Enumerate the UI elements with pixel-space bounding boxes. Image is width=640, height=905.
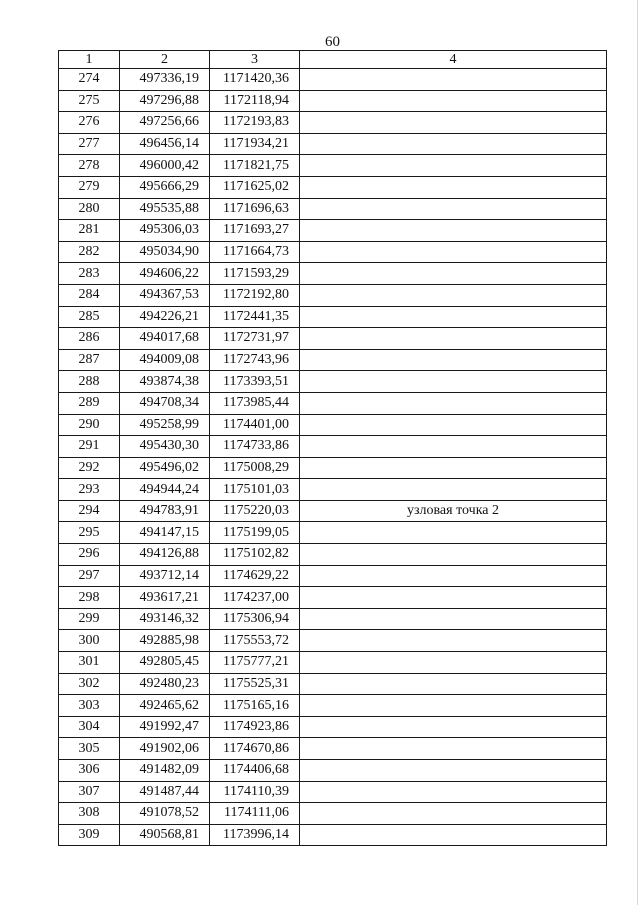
cell-point-number: 302 — [59, 673, 120, 695]
cell-y-coordinate: 1173393,51 — [210, 371, 300, 393]
cell-note — [300, 457, 607, 479]
cell-y-coordinate: 1171821,75 — [210, 155, 300, 177]
cell-y-coordinate: 1171934,21 — [210, 133, 300, 155]
cell-y-coordinate: 1172441,35 — [210, 306, 300, 328]
cell-y-coordinate: 1173985,44 — [210, 392, 300, 414]
cell-point-number: 293 — [59, 479, 120, 501]
cell-x-coordinate: 494126,88 — [120, 544, 210, 566]
cell-x-coordinate: 494367,53 — [120, 284, 210, 306]
cell-note — [300, 760, 607, 782]
cell-x-coordinate: 493146,32 — [120, 608, 210, 630]
cell-x-coordinate: 494944,24 — [120, 479, 210, 501]
cell-y-coordinate: 1174670,86 — [210, 738, 300, 760]
table-row — [59, 133, 607, 155]
cell-y-coordinate: 1174733,86 — [210, 436, 300, 458]
coordinates-table — [58, 50, 607, 846]
table-row — [59, 587, 607, 609]
cell-point-number: 288 — [59, 371, 120, 393]
table-row — [59, 630, 607, 652]
cell-y-coordinate: 1173996,14 — [210, 824, 300, 846]
cell-point-number: 285 — [59, 306, 120, 328]
table-row — [59, 263, 607, 285]
cell-point-number: 282 — [59, 241, 120, 263]
cell-x-coordinate: 495258,99 — [120, 414, 210, 436]
cell-x-coordinate: 494226,21 — [120, 306, 210, 328]
cell-y-coordinate: 1174111,06 — [210, 803, 300, 825]
cell-point-number: 283 — [59, 263, 120, 285]
cell-y-coordinate: 1175220,03 — [210, 500, 300, 522]
cell-point-number: 277 — [59, 133, 120, 155]
table-row — [59, 652, 607, 674]
table-row — [59, 436, 607, 458]
cell-x-coordinate: 493712,14 — [120, 565, 210, 587]
cell-point-number: 306 — [59, 760, 120, 782]
cell-x-coordinate: 495430,30 — [120, 436, 210, 458]
cell-x-coordinate: 492465,62 — [120, 695, 210, 717]
cell-y-coordinate: 1175165,16 — [210, 695, 300, 717]
cell-note — [300, 328, 607, 350]
cell-x-coordinate: 495034,90 — [120, 241, 210, 263]
table-row — [59, 371, 607, 393]
cell-y-coordinate: 1172192,80 — [210, 284, 300, 306]
cell-x-coordinate: 495666,29 — [120, 176, 210, 198]
cell-note — [300, 392, 607, 414]
cell-x-coordinate: 494009,08 — [120, 349, 210, 371]
cell-point-number: 297 — [59, 565, 120, 587]
cell-point-number: 303 — [59, 695, 120, 717]
cell-x-coordinate: 494783,91 — [120, 500, 210, 522]
cell-note — [300, 565, 607, 587]
table-header-row — [59, 51, 607, 69]
cell-note — [300, 630, 607, 652]
column-header-x: 2 — [120, 51, 210, 69]
cell-note — [300, 673, 607, 695]
table-row — [59, 198, 607, 220]
cell-point-number: 274 — [59, 69, 120, 91]
cell-note — [300, 716, 607, 738]
cell-note — [300, 371, 607, 393]
table-row — [59, 328, 607, 350]
cell-point-number: 291 — [59, 436, 120, 458]
cell-point-number: 284 — [59, 284, 120, 306]
cell-y-coordinate: 1172193,83 — [210, 112, 300, 134]
cell-note — [300, 436, 607, 458]
cell-point-number: 308 — [59, 803, 120, 825]
table-row — [59, 306, 607, 328]
table-row — [59, 241, 607, 263]
table-row — [59, 544, 607, 566]
cell-y-coordinate: 1174406,68 — [210, 760, 300, 782]
cell-note — [300, 90, 607, 112]
cell-y-coordinate: 1174923,86 — [210, 716, 300, 738]
cell-note — [300, 479, 607, 501]
cell-x-coordinate: 492885,98 — [120, 630, 210, 652]
table-row — [59, 673, 607, 695]
cell-y-coordinate: 1175777,21 — [210, 652, 300, 674]
cell-note — [300, 220, 607, 242]
cell-x-coordinate: 497256,66 — [120, 112, 210, 134]
cell-y-coordinate: 1174401,00 — [210, 414, 300, 436]
table-row — [59, 457, 607, 479]
cell-x-coordinate: 493874,38 — [120, 371, 210, 393]
cell-point-number: 295 — [59, 522, 120, 544]
cell-note — [300, 263, 607, 285]
cell-note — [300, 652, 607, 674]
table-row — [59, 112, 607, 134]
cell-y-coordinate: 1174629,22 — [210, 565, 300, 587]
cell-x-coordinate: 495306,03 — [120, 220, 210, 242]
cell-point-number: 289 — [59, 392, 120, 414]
cell-note — [300, 587, 607, 609]
cell-y-coordinate: 1175525,31 — [210, 673, 300, 695]
page-edge — [637, 0, 638, 905]
cell-x-coordinate: 494606,22 — [120, 263, 210, 285]
cell-x-coordinate: 497336,19 — [120, 69, 210, 91]
cell-x-coordinate: 494147,15 — [120, 522, 210, 544]
cell-y-coordinate: 1174237,00 — [210, 587, 300, 609]
table-row — [59, 824, 607, 846]
cell-y-coordinate: 1171593,29 — [210, 263, 300, 285]
cell-point-number: 286 — [59, 328, 120, 350]
cell-point-number: 309 — [59, 824, 120, 846]
cell-y-coordinate: 1171625,02 — [210, 176, 300, 198]
cell-point-number: 298 — [59, 587, 120, 609]
cell-x-coordinate: 495535,88 — [120, 198, 210, 220]
cell-point-number: 304 — [59, 716, 120, 738]
cell-point-number: 305 — [59, 738, 120, 760]
cell-y-coordinate: 1171420,36 — [210, 69, 300, 91]
cell-x-coordinate: 497296,88 — [120, 90, 210, 112]
cell-x-coordinate: 490568,81 — [120, 824, 210, 846]
cell-y-coordinate: 1175102,82 — [210, 544, 300, 566]
cell-x-coordinate: 495496,02 — [120, 457, 210, 479]
table-row — [59, 760, 607, 782]
cell-y-coordinate: 1175306,94 — [210, 608, 300, 630]
table-row — [59, 803, 607, 825]
table-row — [59, 738, 607, 760]
table-row — [59, 781, 607, 803]
cell-note — [300, 695, 607, 717]
table-row — [59, 695, 607, 717]
table-row — [59, 608, 607, 630]
column-header-y: 3 — [210, 51, 300, 69]
cell-y-coordinate: 1175553,72 — [210, 630, 300, 652]
cell-note — [300, 198, 607, 220]
cell-x-coordinate: 491992,47 — [120, 716, 210, 738]
cell-x-coordinate: 496456,14 — [120, 133, 210, 155]
cell-note — [300, 414, 607, 436]
cell-point-number: 292 — [59, 457, 120, 479]
cell-note — [300, 824, 607, 846]
table-row — [59, 500, 607, 522]
table-row — [59, 176, 607, 198]
cell-point-number: 279 — [59, 176, 120, 198]
cell-point-number: 276 — [59, 112, 120, 134]
cell-x-coordinate: 491078,52 — [120, 803, 210, 825]
cell-note: узловая точка 2 — [300, 500, 607, 522]
cell-point-number: 299 — [59, 608, 120, 630]
cell-x-coordinate: 493617,21 — [120, 587, 210, 609]
cell-note — [300, 284, 607, 306]
cell-point-number: 290 — [59, 414, 120, 436]
table-row — [59, 392, 607, 414]
cell-y-coordinate: 1175008,29 — [210, 457, 300, 479]
cell-x-coordinate: 491902,06 — [120, 738, 210, 760]
page-number: 60 — [325, 34, 340, 50]
cell-y-coordinate: 1171693,27 — [210, 220, 300, 242]
cell-y-coordinate: 1171696,63 — [210, 198, 300, 220]
table-row — [59, 69, 607, 91]
cell-note — [300, 133, 607, 155]
cell-note — [300, 176, 607, 198]
cell-point-number: 307 — [59, 781, 120, 803]
cell-point-number: 287 — [59, 349, 120, 371]
cell-note — [300, 112, 607, 134]
cell-note — [300, 803, 607, 825]
cell-note — [300, 738, 607, 760]
table-row — [59, 284, 607, 306]
cell-x-coordinate: 491487,44 — [120, 781, 210, 803]
table-row — [59, 716, 607, 738]
cell-note — [300, 608, 607, 630]
cell-point-number: 294 — [59, 500, 120, 522]
cell-x-coordinate: 492480,23 — [120, 673, 210, 695]
column-header-number: 1 — [59, 51, 120, 69]
cell-y-coordinate: 1171664,73 — [210, 241, 300, 263]
cell-point-number: 296 — [59, 544, 120, 566]
cell-point-number: 278 — [59, 155, 120, 177]
cell-y-coordinate: 1175101,03 — [210, 479, 300, 501]
cell-y-coordinate: 1172118,94 — [210, 90, 300, 112]
table-row — [59, 565, 607, 587]
cell-point-number: 281 — [59, 220, 120, 242]
cell-y-coordinate: 1172731,97 — [210, 328, 300, 350]
table-row — [59, 349, 607, 371]
table-body — [59, 69, 607, 846]
cell-note — [300, 241, 607, 263]
table-row — [59, 220, 607, 242]
column-header-note: 4 — [300, 51, 607, 69]
cell-note — [300, 155, 607, 177]
cell-note — [300, 69, 607, 91]
cell-y-coordinate: 1172743,96 — [210, 349, 300, 371]
cell-x-coordinate: 494017,68 — [120, 328, 210, 350]
cell-x-coordinate: 491482,09 — [120, 760, 210, 782]
cell-y-coordinate: 1174110,39 — [210, 781, 300, 803]
cell-point-number: 280 — [59, 198, 120, 220]
cell-point-number: 301 — [59, 652, 120, 674]
cell-x-coordinate: 492805,45 — [120, 652, 210, 674]
cell-point-number: 275 — [59, 90, 120, 112]
cell-note — [300, 522, 607, 544]
cell-note — [300, 544, 607, 566]
table-row — [59, 155, 607, 177]
cell-note — [300, 781, 607, 803]
cell-y-coordinate: 1175199,05 — [210, 522, 300, 544]
cell-point-number: 300 — [59, 630, 120, 652]
cell-note — [300, 349, 607, 371]
table-row — [59, 522, 607, 544]
cell-x-coordinate: 494708,34 — [120, 392, 210, 414]
cell-note — [300, 306, 607, 328]
table-row — [59, 479, 607, 501]
cell-x-coordinate: 496000,42 — [120, 155, 210, 177]
table-row — [59, 90, 607, 112]
table-row — [59, 414, 607, 436]
